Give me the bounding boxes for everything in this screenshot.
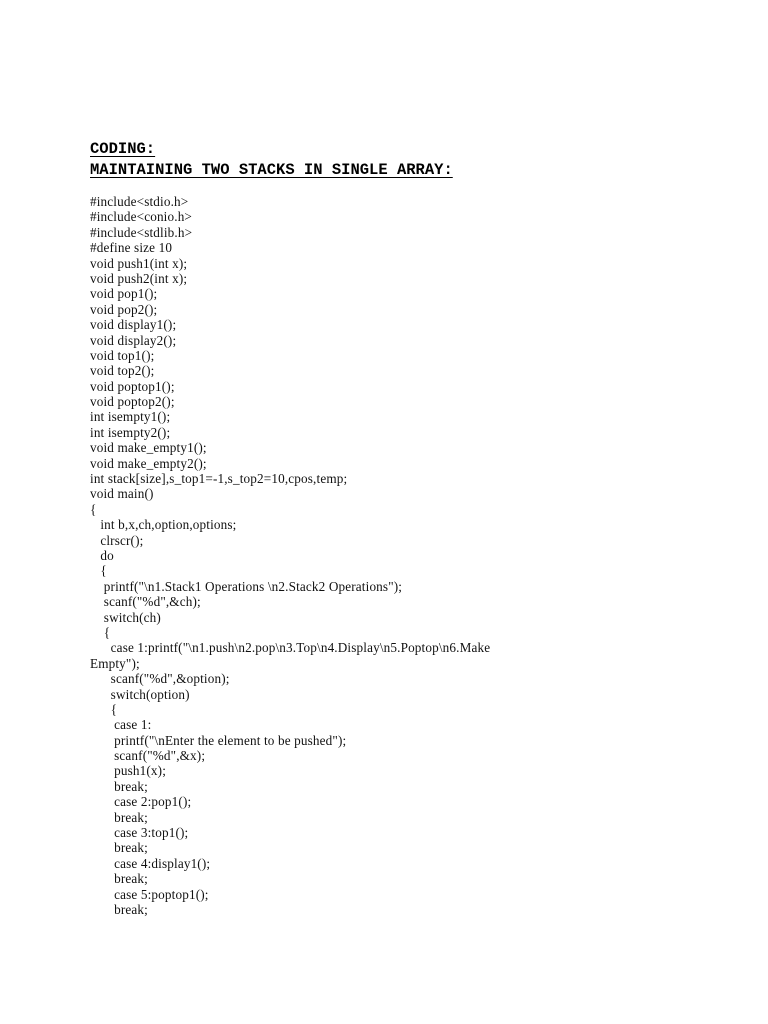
- code-line: case 3:top1();: [90, 825, 189, 841]
- code-line: break;: [90, 901, 148, 917]
- code-line: scanf("%d",&x);: [90, 748, 206, 764]
- code-line: clrscr();: [90, 532, 144, 548]
- code-line: printf("\nEnter the element to be pushed");: [90, 732, 347, 748]
- code-line: void display2();: [90, 332, 177, 348]
- section-heading-coding: CODING:: [90, 140, 156, 158]
- heading-block: [90, 139, 453, 181]
- code-line: void poptop2();: [90, 394, 175, 410]
- code-line: #include<stdio.h>: [90, 194, 189, 209]
- code-line: void pop2();: [90, 301, 158, 317]
- code-line: #include<conio.h>: [90, 209, 193, 225]
- code-line: #define size 10: [90, 240, 173, 256]
- code-line: scanf("%d",&option);: [90, 671, 230, 687]
- section-heading-title: MAINTAINING TWO STACKS IN SINGLE ARRAY:: [90, 161, 453, 179]
- code-line: {: [90, 563, 107, 579]
- code-line: void display1();: [90, 317, 177, 333]
- code-line: break;: [90, 778, 148, 794]
- code-line: case 1:: [90, 717, 152, 733]
- code-line: case 1:printf("\n1.push\n2.pop\n3.Top\n4.Display\n5.Poptop\n6.Make: [90, 640, 491, 656]
- code-line: void push1(int x);: [90, 255, 188, 271]
- code-line: int isempty1();: [90, 409, 171, 425]
- code-line: {: [90, 624, 111, 640]
- code-line: case 2:pop1();: [90, 794, 192, 810]
- code-line: switch(ch): [90, 609, 161, 625]
- code-line: break;: [90, 809, 148, 825]
- code-line: switch(option): [90, 686, 190, 702]
- code-line: #include<stdlib.h>: [90, 224, 193, 240]
- code-line: printf("\n1.Stack1 Operations \n2.Stack2 Operations");: [90, 578, 403, 594]
- code-line: scanf("%d",&ch);: [90, 594, 201, 610]
- code-line: {: [90, 701, 118, 717]
- code-line: void top2();: [90, 363, 155, 379]
- code-line: break;: [90, 871, 148, 887]
- code-line: void poptop1();: [90, 378, 175, 394]
- code-line: int b,x,ch,option,options;: [90, 517, 237, 533]
- code-line: int isempty2();: [90, 424, 171, 440]
- code-line: {: [90, 501, 97, 517]
- code-line: void pop1();: [90, 286, 158, 302]
- code-line: void top1();: [90, 347, 155, 363]
- code-line: break;: [90, 840, 148, 856]
- code-listing: [90, 194, 760, 917]
- code-line: void make_empty1();: [90, 440, 207, 456]
- code-line: do: [90, 547, 114, 563]
- code-line: void make_empty2();: [90, 455, 207, 471]
- code-line: case 5:poptop1();: [90, 886, 209, 902]
- code-line: case 4:display1();: [90, 855, 211, 871]
- code-line: int stack[size],s_top1=-1,s_top2=10,cpos,temp;: [90, 471, 348, 487]
- code-line: void main(): [90, 486, 154, 502]
- code-line: void push2(int x);: [90, 270, 188, 286]
- code-line: Empty");: [90, 655, 140, 671]
- code-line: push1(x);: [90, 763, 167, 779]
